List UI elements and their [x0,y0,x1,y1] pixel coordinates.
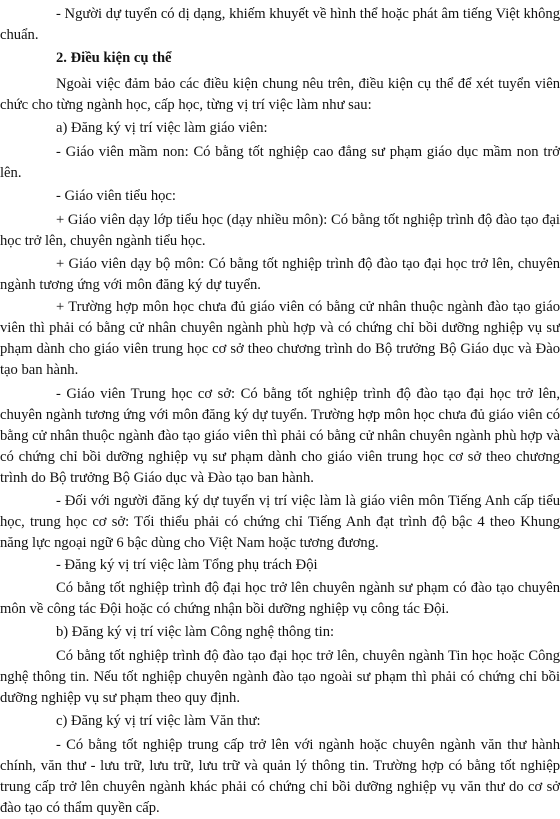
paragraph-english: - Đối với người đăng ký dự tuyển vị trí việc làm là giáo viên môn Tiếng Anh cấp tiểu học, trung học cơ sở: Tối thiểu phải có chứng chỉ Tiếng Anh đạt trình độ bậc 4 theo Khung năng lực ngoại ngữ 6 bậc dùng cho Việt Nam hoặc tương đương. [0,493,560,551]
paragraph-primary-multi: + Giáo viên dạy lớp tiểu học (dạy nhiều môn): Có bằng tốt nghiệp trình độ đào tạo đại học trở lên, chuyên ngành tiểu học. [0,212,560,249]
paragraph-intro: Ngoài việc đảm bảo các điều kiện chung nêu trên, điều kiện cụ thể để xét tuyển viên chức cho từng ngành học, cấp học, từng vị trí việc làm như sau: [0,76,560,113]
section-heading-specific-conditions: 2. Điều kiện cụ thể [56,50,172,66]
paragraph-youth-leader-req: Có bằng tốt nghiệp trình độ đại học trở lên chuyên ngành sư phạm có đào tạo chuyên môn về công tác Đội hoặc có chứng nhận bồi dưỡng nghiệp vụ công tác Đội. [0,580,560,617]
paragraph-preschool: - Giáo viên mầm non: Có bằng tốt nghiệp cao đẳng sư phạm giáo dục mầm non trở lên. [0,144,560,181]
paragraph-c-clerical: c) Đăng ký vị trí việc làm Văn thư: [56,713,261,729]
paragraph-secondary: - Giáo viên Trung học cơ sở: Có bằng tốt nghiệp trình độ đào tạo đại học trở lên, chuyên ngành tương ứng với môn đăng ký dự tuyển. Trường hợp môn học chưa đủ giáo viên có bằng cử nhân thuộc ngành đào tạo giáo viên thì phải có bằng cử nhân chuyên ngành phù hợp và có chứng chỉ bồi dưỡng nghiệp vụ sư phạm dành cho giáo viên trung học cơ sở theo chương trình do Bộ trưởng Bộ Giáo dục và Đào tạo ban hành. [0,386,560,486]
paragraph-it-req: Có bằng tốt nghiệp trình độ đào tạo đại học trở lên, chuyên ngành Tin học hoặc Công nghệ thông tin. Nếu tốt nghiệp chuyên ngành đào tạo ngoài sư phạm thì phải có chứng chỉ bồi dưỡng nghiệp vụ sư phạm theo quy định. [0,648,560,706]
paragraph-a-teacher: a) Đăng ký vị trí việc làm giáo viên: [56,120,268,136]
paragraph-clerical-req: - Có bằng tốt nghiệp trung cấp trở lên với ngành hoặc chuyên ngành văn thư hành chính, văn thư - lưu trữ, lưu trữ, lưu trữ và quản lý thông tin. Trường hợp có bằng tốt nghiệp trung cấp trở lên chuyên ngành khác phải có chứng chỉ bồi dưỡng nghiệp vụ văn thư do cơ sở đào tạo có thẩm quyền cấp. [0,737,560,816]
paragraph-b-it: b) Đăng ký vị trí việc làm Công nghệ thông tin: [56,624,335,640]
paragraph-disqualification: - Người dự tuyển có dị dạng, khiếm khuyết về hình thể hoặc phát âm tiếng Việt không chuẩn. [0,6,560,43]
paragraph-primary: - Giáo viên tiểu học: [56,188,176,204]
paragraph-primary-shortage: + Trường hợp môn học chưa đủ giáo viên có bằng cử nhân thuộc ngành đào tạo giáo viên thì phải có bằng cử nhân chuyên ngành phù hợp và có chứng chỉ bồi dưỡng nghiệp vụ sư phạm dành cho giáo viên trung học cơ sở theo chương trình do Bộ trưởng Bộ Giáo dục và Đào tạo ban hành. [0,299,560,378]
paragraph-primary-subject: + Giáo viên dạy bộ môn: Có bằng tốt nghiệp trình độ đào tạo đại học trở lên, chuyên ngành tương ứng với môn đăng ký dự tuyển. [0,256,560,293]
paragraph-youth-leader: - Đăng ký vị trí việc làm Tổng phụ trách Đội [56,557,318,573]
